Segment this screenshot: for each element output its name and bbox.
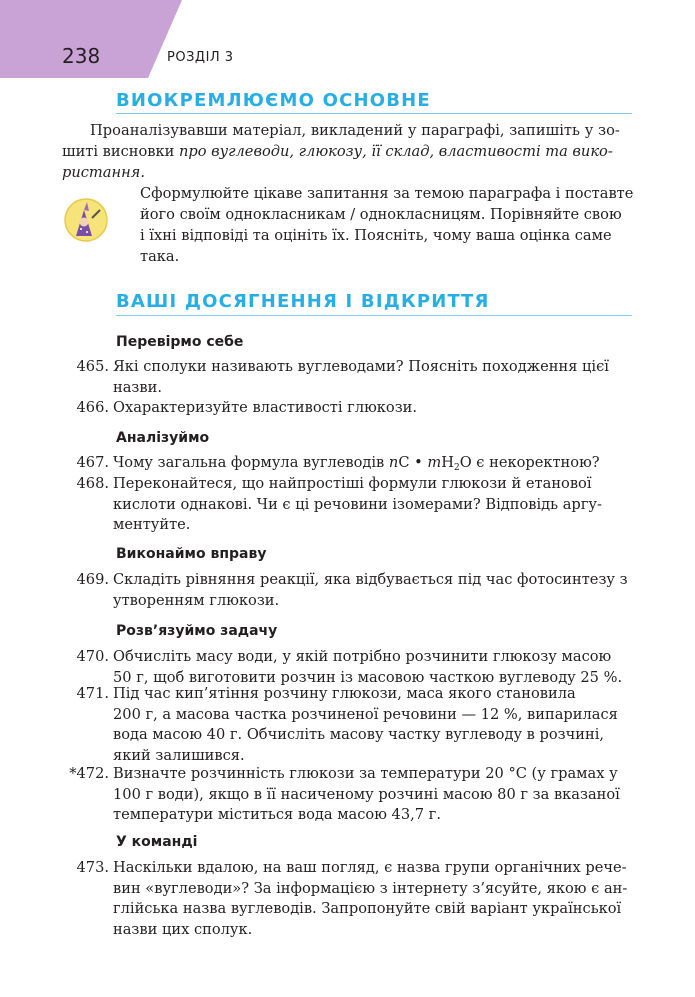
group-title-exercise: Виконаймо вправу bbox=[116, 546, 267, 562]
task-line: назви. bbox=[113, 378, 162, 396]
task-line: Визначте розчинність глюкози за температури 20 °С (у грамах у bbox=[113, 765, 618, 782]
task-number: 471. bbox=[76, 685, 109, 702]
creative-task-line: Сформулюйте цікаве запитання за темою параграфа і поставте bbox=[140, 185, 634, 202]
summary-paragraph bbox=[62, 120, 632, 183]
task-number: 469. bbox=[76, 571, 109, 588]
summary-heading: ВИОКРЕМЛЮЄМО ОСНОВНЕ bbox=[116, 90, 431, 111]
page-header-tab bbox=[0, 0, 695, 80]
task-number: 466. bbox=[76, 399, 109, 416]
chapter-label: РОЗДІЛ 3 bbox=[167, 50, 234, 65]
task-line: кислоти однакові. Чи є ці речовини ізомерами? Відповідь аргу- bbox=[113, 495, 602, 513]
task-line: вода масою 40 г. Обчисліть масову частку вуглеводу в розчині, bbox=[113, 726, 605, 743]
creative-task-line: і їхні відповіді та оцініть їх. Поясніть, чому ваша оцінка саме bbox=[140, 227, 612, 244]
task-number: 470. bbox=[76, 648, 109, 665]
summary-line-3: ристання. bbox=[62, 164, 145, 181]
task-line: Наскільки вдалою, на ваш погляд, є назва групи органічних рече- bbox=[113, 859, 627, 876]
creative-task-line: його своїм однокласникам / однокласницям. Порівняйте свою bbox=[140, 206, 622, 223]
task-line: Складіть рівняння реакції, яка відбувається під час фотосинтезу з bbox=[113, 571, 628, 588]
group-title-analyze: Аналізуймо bbox=[116, 430, 210, 446]
task-line: Охарактеризуйте властивості глюкози. bbox=[113, 399, 418, 416]
task-line: температури міститься вода масою 43,7 г. bbox=[113, 806, 441, 823]
creative-task-paragraph bbox=[140, 183, 632, 267]
summary-line-1: Проаналізувавши матеріал, викладений у параграфі, запишіть у зо- bbox=[90, 122, 620, 139]
task-line: назви цих сполук. bbox=[113, 920, 253, 938]
group-title-problem: Розв’язуймо задачу bbox=[116, 623, 278, 639]
task-number: 467. bbox=[76, 454, 109, 471]
task-line: ментуйте. bbox=[113, 516, 191, 533]
group-title-check: Перевірмо себе bbox=[116, 334, 244, 350]
wizard-pencil-icon bbox=[62, 196, 110, 244]
summary-heading-rule bbox=[116, 113, 632, 114]
achievements-heading-rule bbox=[116, 315, 632, 316]
creative-task-line: така. bbox=[140, 248, 180, 265]
group-title-team: У команді bbox=[116, 834, 198, 850]
summary-line-2: шиті висновки про вуглеводи, глюкозу, її склад, властивості та вико- bbox=[62, 143, 613, 160]
task-line: вин «вуглеводи»? За інформацією з інтернету з’ясуйте, якою є ан- bbox=[113, 879, 628, 897]
task-number: 465. bbox=[76, 358, 109, 375]
task-line: Обчисліть масу води, у якій потрібно розчинити глюкозу масою bbox=[113, 648, 612, 665]
task-line: Переконайтеся, що найпростіші формули глюкози й етанової bbox=[113, 475, 592, 492]
task-line: Під час кип’ятіння розчину глюкози, маса якого становила bbox=[113, 685, 576, 702]
task-line: який залишився. bbox=[113, 746, 245, 764]
task-line: утворенням глюкози. bbox=[113, 591, 280, 609]
page-number: 238 bbox=[62, 44, 101, 68]
task-line: Чому загальна формула вуглеводів nC • $mH_2O$ є некоректною? bbox=[113, 454, 600, 473]
task-line: глійська назва вуглеводів. Запропонуйте свій варіант української bbox=[113, 900, 622, 917]
task-number: 468. bbox=[76, 475, 109, 492]
task-number: *472. bbox=[69, 765, 109, 782]
achievements-heading: ВАШІ ДОСЯГНЕННЯ І ВІДКРИТТЯ bbox=[116, 291, 490, 312]
task-line: Які сполуки називають вуглеводами? Поясніть походження цієї bbox=[113, 358, 609, 375]
task-line: 100 г води), якщо в її насиченому розчині масою 80 г за вказаної bbox=[113, 785, 620, 803]
task-line: 200 г, а масова частка розчиненої речовини — 12 %, випарилася bbox=[113, 705, 618, 723]
task-number: 473. bbox=[76, 859, 109, 876]
task-line: 50 г, щоб виготовити розчин із масовою часткою вуглеводу 25 %. bbox=[113, 668, 623, 686]
